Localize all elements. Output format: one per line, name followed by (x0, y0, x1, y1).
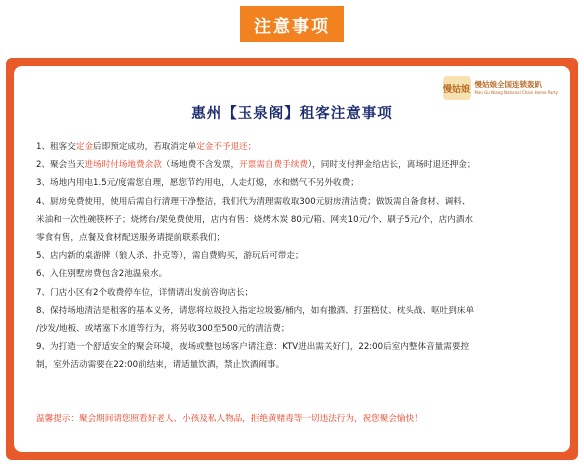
notice-card (14, 66, 570, 452)
rule-line (36, 356, 564, 374)
rule-line (36, 302, 564, 320)
brand-name-en: Man Gu Niang National Chain Home Party (474, 89, 558, 95)
rule-line (36, 338, 564, 356)
rule-text: 制，室外活动需要在22:00前结束，请适量饮酒，禁止饮酒闹事。 (36, 360, 285, 371)
rule-line (36, 211, 564, 229)
rule-line (36, 138, 564, 156)
warm-tip: 温馨提示：聚会期间请您照看好老人、小孩及私人物品，拒绝黄赌毒等一切违法行为，祝您聚会愉快！ (36, 414, 423, 424)
brand-logo (443, 76, 559, 100)
rule-text: 7、门店小区有2个收费停车位，详情请出发前咨询店长； (36, 287, 254, 298)
rule-highlight: 定金 (75, 142, 94, 152)
brand-logo-icon: 慢姑娘 (443, 76, 471, 100)
rule-text: 零食有售，点餐及食材配送服务请提前联系我们； (36, 233, 226, 244)
rule-text: 米油和一次性碗筷杯子；烧烤台/架免费使用，店内有售：烧烤木炭 80元/箱、网夹10元/个、刷子5元/个，店内酒水 (36, 214, 473, 225)
header-badge: 注意事项 (240, 6, 344, 42)
notice-title: 惠州【玉泉阁】租客注意事项 (191, 106, 393, 122)
rule-line (36, 284, 564, 302)
rule-text: 8、保持场地清洁是租客的基本义务，请您将垃圾投入指定垃圾篓/桶内，如有撒酒、打蛋糕仗、枕头战、呕吐到床单 (36, 305, 475, 316)
rule-text: 5、店内新的桌游牌（狼人杀、扑克等），需自费购买，游玩后可带走； (36, 251, 304, 262)
rule-text: /沙发/地板、或堵塞下水道等行为，将另收300至500元的清洁费； (36, 324, 290, 335)
rule-text: 9、为打造一个舒适安全的聚会环境，夜场或整包场客户请注意：KTV进出需关好门，22:00后室内整体音量需要控 (36, 342, 470, 353)
rule-line (36, 265, 564, 283)
rule-text: ），同时支付押金给店长，离场时退还押金； (307, 160, 476, 171)
rule-line (36, 156, 564, 174)
rule-text: 后即预定成功，若取消定单 (93, 142, 197, 152)
rule-highlight: 进场时付场地费余款 (84, 160, 162, 171)
rule-text: 3、场地内用电1.5元/度需您自理，愿您节约用电，人走灯熄，水和燃气不另外收费； (36, 178, 359, 189)
rule-text: 6、入住别墅房费包含2池温泉水。 (36, 269, 168, 280)
rule-line (36, 320, 564, 338)
rule-text: （场地费不含发票， (161, 160, 240, 171)
rule-text: 1、租客交 (36, 142, 76, 152)
brand-name-cn: 慢姑娘全国连锁轰趴 (474, 80, 542, 90)
rule-text: 4、厨房免费使用，使用后需自行清理干净整洁，我们代为清理需收取300元厨房清洁费；做饭需自备食材、调料、 (36, 196, 471, 207)
rules-list (36, 138, 564, 375)
rule-line (36, 229, 564, 247)
rule-highlight: 定金不予退还； (196, 142, 257, 152)
rule-line (36, 247, 564, 265)
rule-line (36, 174, 564, 192)
rule-text: 2、聚会当天 (36, 160, 85, 171)
rule-highlight: 开票需自费手续费 (239, 160, 308, 171)
rule-line (36, 193, 564, 211)
